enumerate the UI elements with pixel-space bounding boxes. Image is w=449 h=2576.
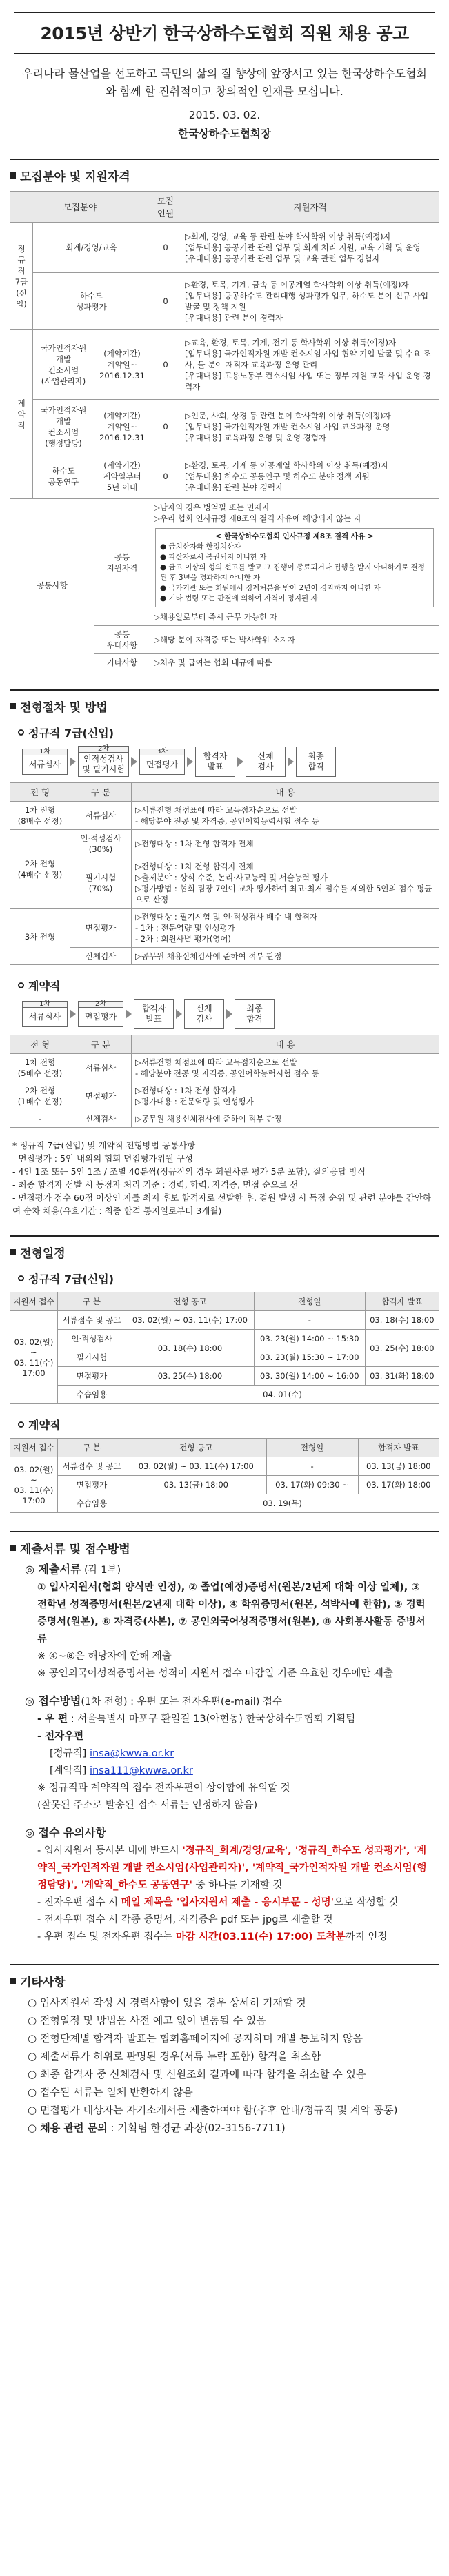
method-note: ※ 정규직과 계약직의 접수 전자우편이 상이함에 유의할 것 (잘못된 주소로 발송된 접수 서류는 인정하지 않음) bbox=[37, 1783, 290, 1811]
kind: 서류심사 bbox=[70, 802, 132, 830]
stage: 3차 전형 bbox=[10, 909, 70, 965]
section-title: 전형일정 bbox=[20, 1247, 66, 1261]
col-header: 모집분야 bbox=[10, 192, 150, 223]
square-bullet-icon bbox=[10, 1249, 16, 1255]
section-title: 제출서류 및 접수방법 bbox=[20, 1543, 130, 1556]
arrow-right-icon bbox=[237, 757, 243, 767]
list-item: ○ 입사지원서 작성 시 경력사항이 있을 경우 상세히 기재할 것 bbox=[28, 1996, 306, 2009]
arrow-right-icon bbox=[126, 1009, 132, 1019]
docs-count: (각 1부) bbox=[83, 1565, 121, 1576]
field-name: 회계/경영/교육 bbox=[33, 223, 150, 273]
section-recruitment bbox=[10, 159, 439, 671]
content: ▷서류전형 채점표에 따라 고득점자순으로 선발 - 해당분야 전공 및 자격증, 공인어학능력시험 점수 등 bbox=[132, 802, 439, 830]
section-title: 모집분야 및 지원자격 bbox=[20, 170, 130, 184]
caution-item: - 우편 접수 및 전자우편 접수는 마감 시간(03.11(수) 17:00) 도착분까지 인정 bbox=[37, 1931, 388, 1943]
section-process bbox=[10, 689, 439, 1217]
col-header: 전형 공고 bbox=[126, 1292, 255, 1311]
subsection-title: 정규직 7급(신입) bbox=[28, 727, 114, 740]
org-signature: 한국상하수도협회장 bbox=[178, 128, 271, 140]
field-name: 하수도 성과평가 bbox=[33, 273, 150, 330]
caution-item: - 입사지원서 등사본 내에 반드시 '정규직_회계/경영/교육', '정규직_하수도 성과평가', '계약직_국가인적자원 개발 컨소시엄(사업관리자)', '계약직_국가인적자원 개발 컨소시엄(행정담당)', '계약직_하수도 공동연구' 중 하나를 기재할 것 bbox=[37, 1845, 427, 1891]
schedule-cell: 03. 30(월) 14:00 ~ 16:00 bbox=[254, 1367, 365, 1386]
process-table-contract bbox=[10, 1035, 439, 1128]
col-header: 전형일 bbox=[266, 1439, 358, 1457]
method-label: 접수방법 bbox=[38, 1694, 81, 1707]
schedule-cell: 03. 17(화) 09:30 ~ bbox=[266, 1476, 358, 1494]
section-title: 전형절차 및 방법 bbox=[20, 701, 108, 715]
schedule-cell: 04. 01(수) bbox=[126, 1386, 439, 1404]
flow-step: 2차 인적성검사 및 필기시험 bbox=[78, 746, 129, 777]
posting-date: 2015. 03. 02. bbox=[188, 109, 261, 121]
col-header: 전 형 bbox=[10, 783, 70, 802]
headcount: 0 bbox=[150, 454, 181, 499]
post-address: 서울특별시 마포구 환일길 13(아현동) 한국상하수도협회 기획팀 bbox=[77, 1714, 356, 1725]
schedule-cell: 03. 25(수) 18:00 bbox=[126, 1367, 255, 1386]
schedule-cell: - bbox=[266, 1457, 358, 1476]
schedule-table-regular bbox=[10, 1292, 439, 1404]
square-bullet-icon bbox=[10, 1545, 16, 1551]
circle-bullet-icon bbox=[18, 1421, 24, 1428]
content: ▷공무원 채용신체검사에 준하여 적부 판정 bbox=[132, 1110, 439, 1128]
col-header: 합격자 발표 bbox=[358, 1439, 439, 1457]
circle-bullet-icon: ◎ bbox=[25, 1563, 39, 1576]
apply-period: 03. 02(월) ~ 03. 11(수) 17:00 bbox=[10, 1311, 58, 1404]
kind: 면접평가 bbox=[70, 1082, 132, 1110]
qualification: ▷인문, 사회, 상경 등 관련 분야 학사학위 이상 취득(예정)자 [업무내용] 국가인적자원 개발 컨소시엄 사업 교육과정 운영 [우대내용] 교육과정 운영 및 운영 경험자 bbox=[181, 400, 439, 454]
field-name: 하수도 공동연구 bbox=[33, 454, 94, 499]
docs-note: ※ ④~⑧은 해당자에 한해 제출 bbox=[37, 1651, 172, 1662]
docs-label: 제출서류 bbox=[38, 1563, 81, 1576]
col-header: 구 분 bbox=[70, 783, 132, 802]
flow-step: 합격자 발표 bbox=[195, 747, 235, 777]
schedule-cell: 03. 02(월) ~ 03. 11(수) 17:00 bbox=[126, 1457, 267, 1476]
method-sub: (1차 전형) : 우편 또는 전자우편(e-mail) 접수 bbox=[81, 1696, 283, 1707]
arrow-right-icon bbox=[176, 1009, 182, 1019]
content: ▷서류전형 채점표에 따라 고득점자순으로 선발 - 해당분야 전공 및 자격증, 공인어학능력시험 점수 등 bbox=[132, 1054, 439, 1082]
schedule-cell: 필기시험 bbox=[58, 1348, 126, 1367]
schedule-cell: 03. 31(화) 18:00 bbox=[365, 1367, 439, 1386]
flow-step: 3차 면접평가 bbox=[139, 749, 185, 775]
col-header: 전 형 bbox=[10, 1035, 70, 1054]
documents-block bbox=[25, 1561, 432, 1683]
etc-label: 기타사항 bbox=[94, 654, 150, 671]
col-header: 구 분 bbox=[58, 1439, 126, 1457]
contract-term: (계약기간) 계약일부터 5년 이내 bbox=[94, 454, 150, 499]
schedule-cell: 03. 18(수) 18:00 bbox=[126, 1330, 255, 1367]
qualification: ▷환경, 토목, 기계 등 이공계열 학사학위 이상 취득(예정)자 [업무내용] 하수도 공동연구 및 하수도 분야 정책 지원 [우대내용] 관련 분야 경력자 bbox=[181, 454, 439, 499]
caution-item: - 전자우편 접수 시 각종 증명서, 자격증은 pdf 또는 jpg로 제출할 것 bbox=[37, 1914, 333, 1925]
arrow-right-icon bbox=[70, 1009, 76, 1019]
col-header: 전형일 bbox=[254, 1292, 365, 1311]
method-block: ◎ 접수방법(1차 전형) : 우편 또는 전자우편(e-mail) 접수 - 우 편 : 서울특별시 마포구 환일길 13(아현동) 한국상하수도협회 기획팀 - 전자우편 [정규직] insa@kwwa.or.kr [계약직] insa111@kwwa.or.kr ※ 정규직과 계약직의 접수 전자우편이 상이함에 유의할 것 (잘못된 주소로 발송된 접수 서류는 인정하지 않음) bbox=[25, 1692, 432, 1814]
col-header: 지원서 접수 bbox=[10, 1292, 58, 1311]
recruitment-table bbox=[10, 191, 439, 671]
caution-item: - 전자우편 접수 시 메일 제목을 '입사지원서 제출 - 응시부문 - 성명'으로 작성할 것 bbox=[37, 1897, 399, 1908]
post-label: - 우 편 bbox=[37, 1714, 68, 1725]
section-title: 기타사항 bbox=[20, 1976, 66, 1989]
schedule-cell: 인·적성검사 bbox=[58, 1330, 126, 1348]
col-header: 지원자격 bbox=[181, 192, 439, 223]
schedule-cell: 서류접수 및 공고 bbox=[58, 1457, 126, 1476]
circle-bullet-icon: ◎ bbox=[25, 1694, 39, 1707]
flow-step: 신체 검사 bbox=[184, 999, 224, 1029]
docs-note: ※ 공인외국어성적증명서는 성적이 지원서 접수 마감일 기준 유효한 경우에만 제출 bbox=[37, 1668, 393, 1679]
caution-label: 접수 유의사항 bbox=[38, 1826, 106, 1839]
etc-text: ▷처우 및 급여는 협회 내규에 따름 bbox=[150, 654, 439, 671]
email-contract-label: [계약직] bbox=[50, 1765, 87, 1776]
content: ▷전형대상 : 필기시험 및 인·적성검사 배수 내 합격자 - 1차 : 전문역량 및 인성평가 - 2차 : 회원사별 평가(영어) bbox=[132, 909, 439, 948]
schedule-cell: 03. 13(금) 18:00 bbox=[126, 1476, 267, 1494]
email-contract-link[interactable]: insa111@kwwa.or.kr bbox=[89, 1765, 193, 1776]
col-header: 전형 공고 bbox=[126, 1439, 267, 1457]
kind: 인·적성검사 (30%) bbox=[70, 830, 132, 858]
schedule-cell: 03. 25(수) 18:00 bbox=[365, 1330, 439, 1367]
kind: 면접평가 bbox=[70, 909, 132, 948]
square-bullet-icon bbox=[10, 172, 16, 179]
circle-bullet-icon: ◎ bbox=[25, 1826, 39, 1839]
preference-text: ▷해당 분야 자격증 또는 박사학위 소지자 bbox=[150, 626, 439, 654]
group-contract: 계약직 bbox=[10, 330, 33, 499]
schedule-cell: 03. 23(월) 15:30 ~ 17:00 bbox=[254, 1348, 365, 1367]
process-flow-contract bbox=[22, 999, 439, 1029]
caution-block bbox=[25, 1824, 432, 1946]
schedule-cell: 수습임용 bbox=[58, 1494, 126, 1513]
box-title: < 한국상하수도협회 인사규정 제8조 결격 사유 > bbox=[215, 532, 374, 540]
flow-step: 1차 서류심사 bbox=[22, 749, 68, 775]
square-bullet-icon bbox=[10, 1978, 16, 1984]
headcount: 0 bbox=[150, 223, 181, 273]
common-label: 공통사항 bbox=[10, 499, 94, 671]
etc-list bbox=[28, 1994, 432, 2137]
list-item: ○ 제출서류가 허위로 판명된 경우(서류 누락 포함) 합격을 취소함 bbox=[28, 2050, 321, 2062]
schedule-cell: 서류접수 및 공고 bbox=[58, 1311, 126, 1330]
qualification: ▷환경, 토목, 기계, 금속 등 이공계열 학사학위 이상 취득(예정)자 [업무내용] 공공하수도 관리대행 성과평가 업무, 하수도 분야 신규 사업 발굴 및 정책 지원 [우대내용] 관련 분야 경력자 bbox=[181, 273, 439, 330]
flow-step: 합격자 발표 bbox=[134, 999, 174, 1029]
col-header: 구 분 bbox=[58, 1292, 126, 1311]
process-table-regular bbox=[10, 782, 439, 965]
flow-step: 1차 서류심사 bbox=[22, 1001, 68, 1027]
eligibility-label: 공통 지원자격 bbox=[94, 499, 150, 626]
schedule-cell: - bbox=[254, 1311, 365, 1330]
content: ▷전형대상 : 1차 전형 합격자 ▷평가내용 : 전문역량 및 인성평가 bbox=[132, 1082, 439, 1110]
schedule-cell: 03. 02(월) ~ 03. 11(수) 17:00 bbox=[126, 1311, 255, 1330]
col-header: 내 용 bbox=[132, 783, 439, 802]
stage: 1차 전형 (8배수 선정) bbox=[10, 802, 70, 830]
stage: 2차 전형 (4배수 선정) bbox=[10, 830, 70, 909]
section-etc bbox=[10, 1964, 439, 2137]
kind: 신체검사 bbox=[70, 948, 132, 965]
arrow-right-icon bbox=[131, 757, 137, 767]
section-submission bbox=[10, 1531, 439, 1946]
kind: 필기시험 (70%) bbox=[70, 858, 132, 909]
qualification: ▷회계, 경영, 교육 등 관련 분야 학사학위 이상 취득(예정)자 [업무내용] 공공기관 관련 업무 및 회계 처리 지원, 교육 기획 및 운영 [우대내용] 공공기관 관련 업무 및 교육 관련 업무 경험자 bbox=[181, 223, 439, 273]
content: ▷전형대상 : 1차 전형 합격자 전체 bbox=[132, 830, 439, 858]
stage: 2차 전형 (1배수 선정) bbox=[10, 1082, 70, 1110]
col-header: 모집인원 bbox=[150, 192, 181, 223]
headcount: 0 bbox=[150, 330, 181, 400]
preference-label: 공통 우대사항 bbox=[94, 626, 150, 654]
process-notes: * 정규직 7급(신입) 및 계약직 전형방법 공통사항 - 면접평가 : 5인 내외의 협회 면접평가위원 구성 - 4인 1조 또는 5인 1조 / 조별 40분씩(정규직의 경우 회원사분 평가 5분 포함), 질의응답 방식 - 최종 합격자 선발 시 동점자 처리 기준 : 경력, 학력, 자격증, 면접 순으로 선 - 면접평가 점수 60점 이상인 자를 최저 후보 합격자로 선발한 후, 결원 발생 시 득점 순위 및 관련 분야를 감안하여 순차 채용(유효기간 : 최종 합격 통지일로부터 3개월) bbox=[12, 1140, 432, 1216]
contract-term: (계약기간) 계약일~ 2016.12.31 bbox=[94, 400, 150, 454]
list-item: ○ 최종 합격자 중 신체검사 및 신원조회 결과에 따라 합격을 취소할 수 있음 bbox=[28, 2068, 366, 2080]
section-schedule bbox=[10, 1235, 439, 1513]
circle-bullet-icon bbox=[18, 729, 24, 736]
col-header: 지원서 접수 bbox=[10, 1439, 58, 1457]
subsection-title: 정규직 7급(신입) bbox=[28, 1272, 114, 1286]
headcount: 0 bbox=[150, 400, 181, 454]
email-regular-label: [정규직] bbox=[50, 1748, 87, 1759]
arrow-right-icon bbox=[187, 757, 193, 767]
disqualification-box bbox=[155, 528, 434, 607]
col-header: 구 분 bbox=[70, 1035, 132, 1054]
eligibility-text: ▷채용일로부터 즉시 근무 가능한 자 bbox=[154, 612, 277, 622]
docs-items: ① 입사지원서(협회 양식만 인정), ② 졸업(예정)증명서(원본/2년제 대학 이상 일체), ③ 전학년 성적증명서(원본/2년제 대학 이상), ④ 학위증명서(원본, 석박사에 한함), ⑤ 경력증명서(원본), ⑥ 자격증(사본), ⑦ 공인외국어성적증명서(원본), ⑧ 사회봉사활동 증빙서류 bbox=[37, 1582, 426, 1645]
content: ▷전형대상 : 1차 전형 합격자 전체 ▷출제분야 : 상식 수준, 논리·사고능력 및 서술능력 평가 ▷평가방법 : 협회 팀장 7인이 교차 평가하여 최고·최저 점수를 제외한 5인의 점수 평균으로 산정 bbox=[132, 858, 439, 909]
headcount: 0 bbox=[150, 273, 181, 330]
arrow-right-icon bbox=[288, 757, 294, 767]
list-item: ○ 전형단계별 합격자 발표는 협회홈페이지에 공지하며 개별 통보하지 않음 bbox=[28, 2032, 363, 2045]
schedule-cell: 수습임용 bbox=[58, 1386, 126, 1404]
circle-bullet-icon bbox=[18, 1275, 24, 1281]
schedule-cell: 03. 13(금) 18:00 bbox=[358, 1457, 439, 1476]
stage: - bbox=[10, 1110, 70, 1128]
list-item: ○ 전형일정 및 방법은 사전 예고 없이 변동될 수 있음 bbox=[28, 2014, 266, 2027]
group-regular: 정규직 7급 (신입) bbox=[10, 223, 33, 330]
arrow-right-icon bbox=[226, 1009, 232, 1019]
flow-step: 최종 합격 bbox=[235, 999, 275, 1029]
schedule-cell: 03. 17(화) 18:00 bbox=[358, 1476, 439, 1494]
intro-text: 우리나라 물산업을 선도하고 국민의 삶의 질 향상에 앞장서고 있는 한국상하수도협회와 함께 할 진취적이고 창의적인 인재를 모십니다. bbox=[22, 67, 427, 98]
email-regular-link[interactable]: insa@kwwa.or.kr bbox=[89, 1748, 174, 1759]
schedule-cell: 면접평가 bbox=[58, 1367, 126, 1386]
flow-step: 신체 검사 bbox=[246, 747, 286, 777]
schedule-cell: 03. 18(수) 18:00 bbox=[365, 1311, 439, 1330]
box-body: ● 금치산자와 한정치산자 ● 파산자로서 복권되지 아니한 자 ● 금고 이상의 형의 선고를 받고 그 집행이 종료되거나 집행을 받지 아니하기로 결정된 후 3년을 경과하지 아니한 자 ● 국가기관 또는 회원에서 징계처분을 받아 2년이 경과하지 아니한 자 ● 기타 법령 또는 판결에 의하여 자격이 정지된 자 bbox=[160, 542, 425, 602]
col-header: 내 용 bbox=[132, 1035, 439, 1054]
eligibility-text: ▷남자의 경우 병역필 또는 면제자 ▷우리 협회 인사규정 제8조의 결격 사유에 해당되지 않는 자 bbox=[154, 503, 361, 523]
email-label: - 전자우편 bbox=[37, 1731, 84, 1742]
field-name: 국가인적자원 개발 컨소시엄 (사업관리자) bbox=[33, 330, 94, 400]
list-item: ○ 면접평가 대상자는 자기소개서를 제출하여야 함(추후 안내/정규직 및 계약 공통) bbox=[28, 2104, 398, 2116]
subsection-title: 계약직 bbox=[28, 1419, 61, 1432]
process-flow-regular bbox=[22, 746, 439, 777]
kind: 신체검사 bbox=[70, 1110, 132, 1128]
list-item: ○ 접수된 서류는 일체 반환하지 않음 bbox=[28, 2086, 193, 2098]
stage: 1차 전형 (5배수 선정) bbox=[10, 1054, 70, 1082]
schedule-cell: 03. 23(월) 14:00 ~ 15:30 bbox=[254, 1330, 365, 1348]
flow-step: 최종 합격 bbox=[296, 747, 336, 777]
col-header: 합격자 발표 bbox=[365, 1292, 439, 1311]
schedule-cell: 03. 19(목) bbox=[126, 1494, 439, 1513]
square-bullet-icon bbox=[10, 703, 16, 709]
page-title: 2015년 상반기 한국상하수도협회 직원 채용 공고 bbox=[14, 12, 435, 54]
contact-item: ○ 채용 관련 문의 : 기획팀 한경균 과장(02-3156-7711) bbox=[28, 2122, 286, 2134]
schedule-cell: 면접평가 bbox=[58, 1476, 126, 1494]
arrow-right-icon bbox=[70, 757, 76, 767]
apply-period: 03. 02(월) ~ 03. 11(수) 17:00 bbox=[10, 1457, 58, 1513]
flow-step: 2차 면접평가 bbox=[78, 1001, 123, 1027]
kind: 서류심사 bbox=[70, 1054, 132, 1082]
field-name: 국가인적자원 개발 컨소시엄 (행정담당) bbox=[33, 400, 94, 454]
schedule-table-contract bbox=[10, 1438, 439, 1513]
subsection-title: 계약직 bbox=[28, 980, 61, 993]
contract-term: (계약기간) 계약일~ 2016.12.31 bbox=[94, 330, 150, 400]
content: ▷공무원 채용신체검사에 준하여 적부 판정 bbox=[132, 948, 439, 965]
qualification: ▷교육, 환경, 토목, 기계, 전기 등 학사학위 이상 취득(예정)자 [업무내용] 국가인적자원 개발 컨소시엄 사업 협약 기업 발굴 및 수요 조사, 물 분야 재직자 교육과정 운영 관리 [우대내용] 고용노동부 컨소시엄 사업 또는 정부 지원 교육 사업 운영 경력자 bbox=[181, 330, 439, 400]
circle-bullet-icon bbox=[18, 982, 24, 988]
